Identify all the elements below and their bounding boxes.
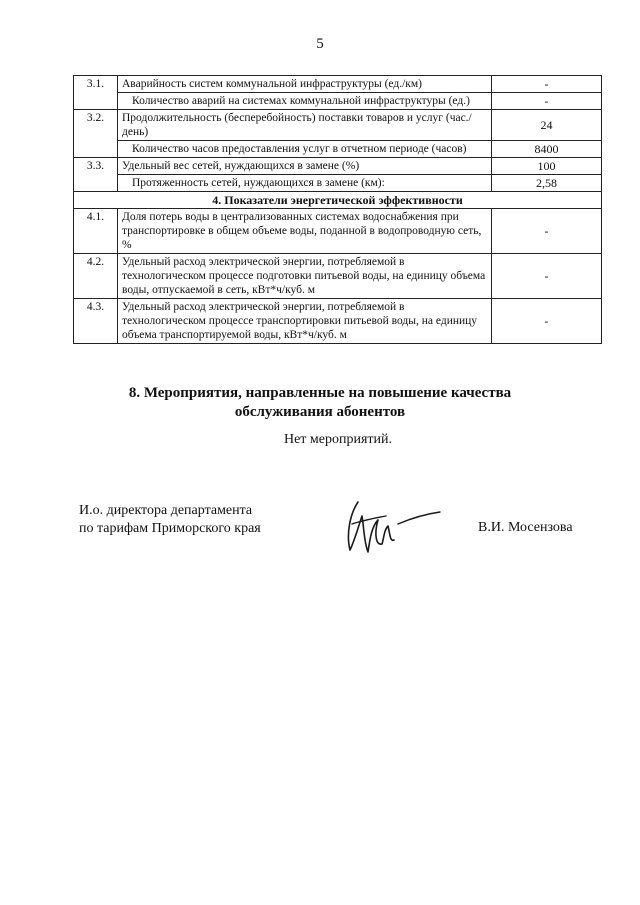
row-number: 3.1.: [74, 76, 118, 110]
page-number: 5: [316, 36, 324, 52]
section8-heading-line1: 8. Мероприятия, направленные на повышение качества: [128, 385, 512, 401]
table-row: [74, 76, 602, 93]
row-value: -: [492, 299, 602, 344]
section8-heading-line2: обслуживания абонентов: [234, 404, 406, 420]
row-text: Количество аварий на системах коммунальной инфраструктуры (ед.): [118, 93, 492, 110]
section-title: 4. Показатели энергетической эффективности: [74, 192, 602, 209]
handwritten-signature: [336, 494, 446, 564]
row-number: 4.3.: [74, 299, 118, 344]
row-number: 3.3.: [74, 158, 118, 192]
row-text: Доля потерь воды в централизованных системах водоснабжения при транспортировке в общем объеме воды, поданной в водопроводную сеть, %: [118, 209, 492, 254]
row-value: 8400: [492, 141, 602, 158]
row-value: 2,58: [492, 175, 602, 192]
signatory-title-line2: по тарифам Приморского края: [79, 521, 261, 536]
table-row: [74, 175, 602, 192]
row-text: Протяженность сетей, нуждающихся в замене (км):: [118, 175, 492, 192]
row-value: -: [492, 209, 602, 254]
row-value: 100: [492, 158, 602, 175]
row-text: Продолжительность (бесперебойность) поставки товаров и услуг (час./день): [118, 110, 492, 141]
table-row: [74, 209, 602, 254]
signatory-title-line1: И.о. директора департамента: [79, 503, 253, 518]
row-text: Аварийность систем коммунальной инфраструктуры (ед./км): [118, 76, 492, 93]
table-row: [74, 93, 602, 110]
table-row: [74, 141, 602, 158]
row-number: 4.1.: [74, 209, 118, 254]
table-row: [74, 110, 602, 141]
signatory-title: [79, 502, 261, 538]
row-text: Удельный расход электрической энергии, потребляемой в технологическом процессе подготовки питьевой воды, на единицу объема воды, отпускаемой в сеть, кВт*ч/куб. м: [118, 254, 492, 299]
table-row: [74, 254, 602, 299]
row-number: 3.2.: [74, 110, 118, 158]
indicators-table: [73, 75, 602, 344]
row-value: -: [492, 93, 602, 110]
row-value: 24: [492, 110, 602, 141]
table-row: [74, 299, 602, 344]
row-text: Количество часов предоставления услуг в отчетном периоде (часов): [118, 141, 492, 158]
row-text: Удельный вес сетей, нуждающихся в замене (%): [118, 158, 492, 175]
row-number: 4.2.: [74, 254, 118, 299]
table-section-row: [74, 192, 602, 209]
row-value: -: [492, 254, 602, 299]
table-row: [74, 158, 602, 175]
signatory-name: В.И. Мосензова: [478, 520, 573, 535]
row-value: -: [492, 76, 602, 93]
section8-body: Нет мероприятий.: [283, 432, 393, 447]
row-text: Удельный расход электрической энергии, потребляемой в технологическом процессе транспортировки питьевой воды, на единицу объема транспортируемой воды, кВт*ч/куб. м: [118, 299, 492, 344]
